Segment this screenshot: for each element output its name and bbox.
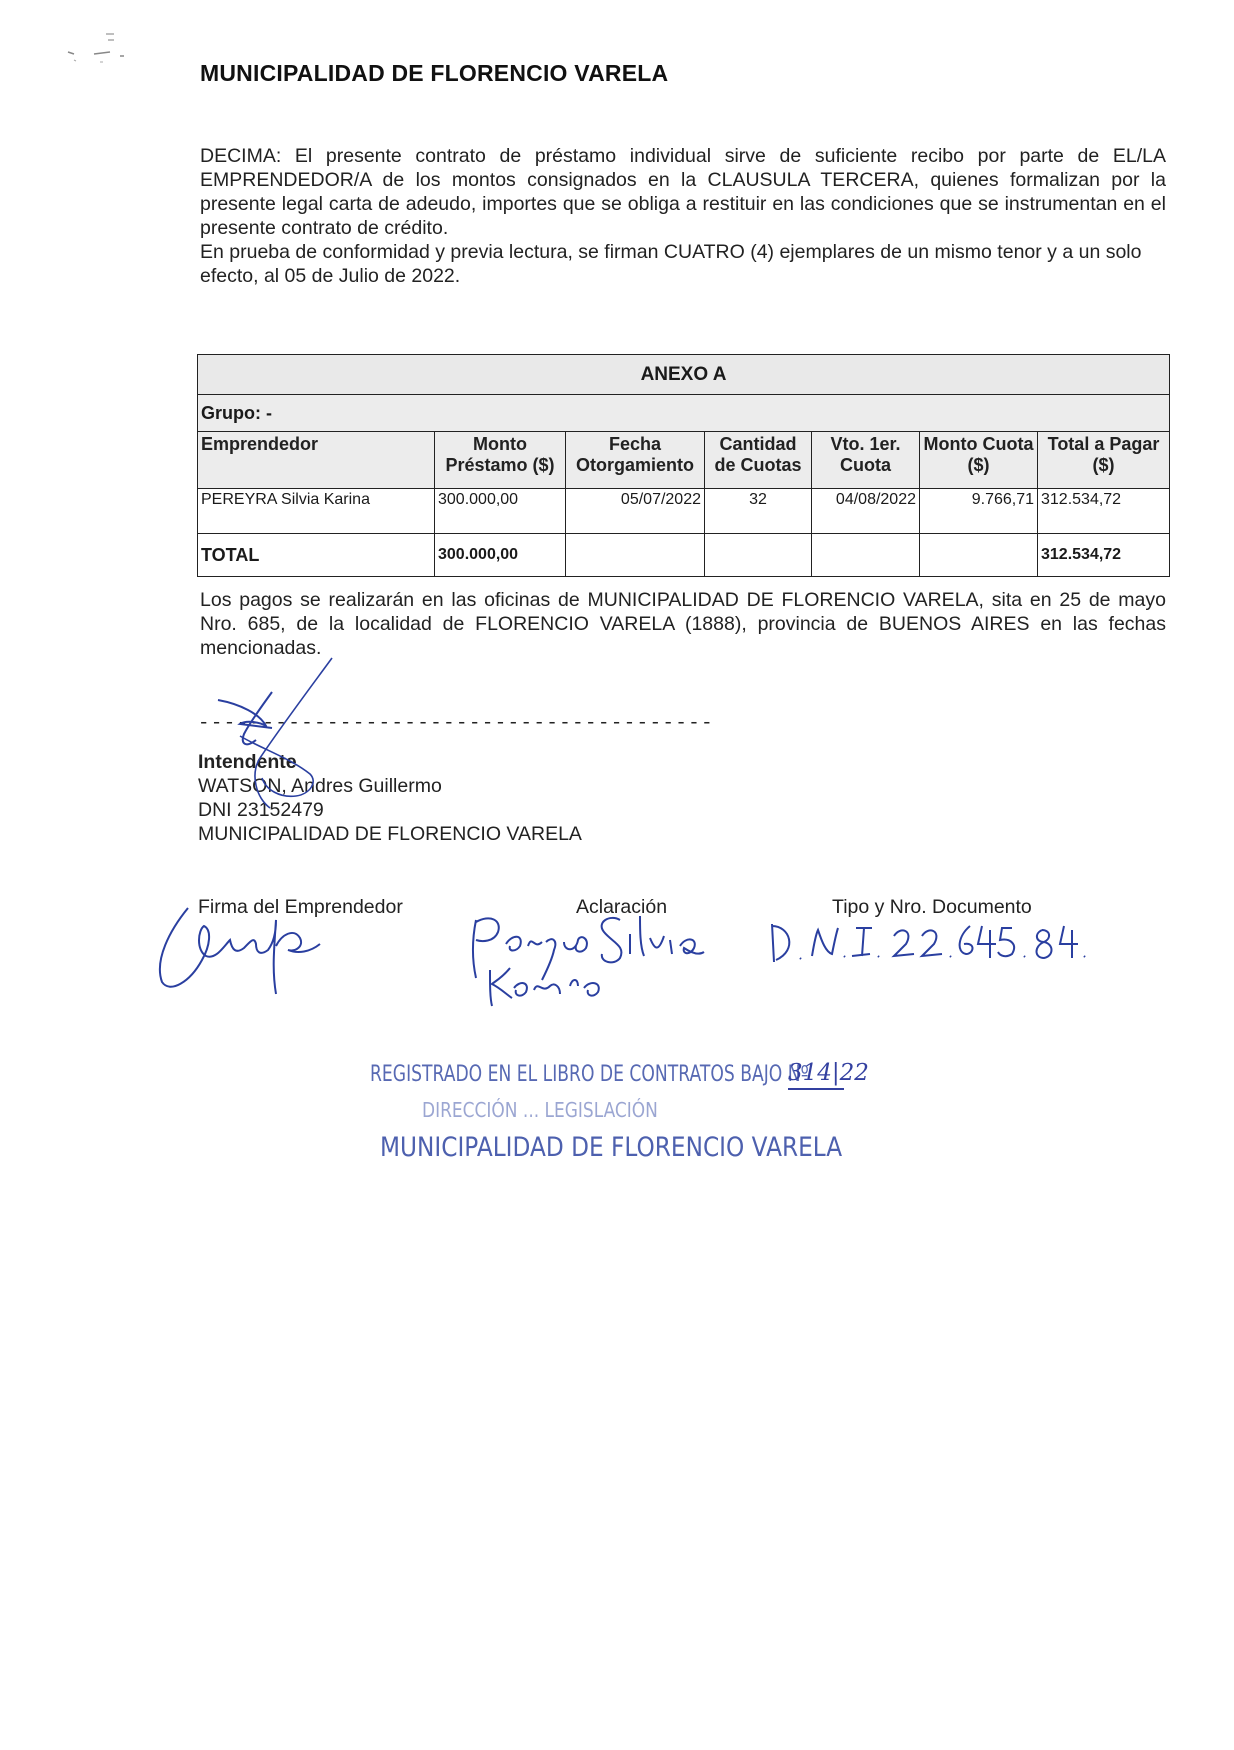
column-header: Monto Cuota ($) <box>920 432 1038 489</box>
annex-a-table <box>197 354 1170 577</box>
column-header: Fecha Otorgamiento <box>566 432 705 489</box>
annex-caption: ANEXO A <box>198 355 1170 395</box>
stamp-direction-line: DIRECCIÓN ... LEGISLACIÓN <box>422 1098 658 1122</box>
cell-monto-prestamo: 300.000,00 <box>435 489 566 534</box>
official-role: Intendente <box>198 751 297 773</box>
registration-stamp <box>360 1052 880 1182</box>
empty-cell <box>812 534 920 577</box>
stamp-contract-number: 314|22 <box>788 1060 869 1086</box>
stamp-municipality-line: MUNICIPALIDAD DE FLORENCIO VARELA <box>380 1132 843 1163</box>
empty-cell <box>705 534 812 577</box>
stamp-registration-line: REGISTRADO EN EL LIBRO DE CONTRATOS BAJO Nº <box>370 1062 809 1087</box>
total-label: TOTAL <box>198 534 435 577</box>
table-header-row <box>198 432 1170 489</box>
column-header: Vto. 1er. Cuota <box>812 432 920 489</box>
stamp-number-underline <box>788 1088 844 1090</box>
group-label: Grupo: - <box>198 395 1170 432</box>
tipo-documento-label: Tipo y Nro. Documento <box>832 896 1032 918</box>
aclaracion-label: Aclaración <box>576 896 668 918</box>
handwritten-signatures <box>150 890 1090 1010</box>
cell-emprendedor: PEREYRA Silvia Karina <box>198 489 435 534</box>
table-row <box>198 489 1170 534</box>
clause-decima <box>200 144 1166 288</box>
cell-vto-primer-cuota: 04/08/2022 <box>812 489 920 534</box>
empty-cell <box>920 534 1038 577</box>
firma-emprendedor-label: Firma del Emprendedor <box>198 896 403 918</box>
scan-artifact-marks <box>64 26 144 86</box>
page-title: MUNICIPALIDAD DE FLORENCIO VARELA <box>200 60 669 86</box>
conformity-paragraph: En prueba de conformidad y previa lectura, se firman CUATRO (4) ejemplares de un mismo tenor y a un solo efecto, al 05 de Julio de 2022. <box>200 241 1142 287</box>
cell-monto-cuota: 9.766,71 <box>920 489 1038 534</box>
column-header: Emprendedor <box>198 432 435 489</box>
payment-paragraph: Los pagos se realizarán en las oficinas de MUNICIPALIDAD DE FLORENCIO VARELA, sita en 25 de mayo Nro. 685, de la localidad de FLORENCIO VARELA (1888), provincia de BUENOS AIRES en las fechas mencionadas. <box>200 589 1166 659</box>
cell-cantidad-cuotas: 32 <box>705 489 812 534</box>
column-header: Cantidad de Cuotas <box>705 432 812 489</box>
total-a-pagar: 312.534,72 <box>1038 534 1170 577</box>
clause-paragraph: DECIMA: El presente contrato de préstamo individual sirve de suficiente recibo por parte de EL/LA EMPRENDEDOR/A de los montos consignados en la CLAUSULA TERCERA, quienes formalizan por la presente legal carta de adeudo, importes que se obliga a restituir en las condiciones que se instrumentan en el presente contrato de crédito. <box>200 145 1166 239</box>
empty-cell <box>566 534 705 577</box>
cell-total-a-pagar: 312.534,72 <box>1038 489 1170 534</box>
official-dni: DNI 23152479 <box>198 799 324 821</box>
signature-line: ---------------------------------------- <box>198 712 715 734</box>
intendente-signature <box>200 648 350 818</box>
total-monto-prestamo: 300.000,00 <box>435 534 566 577</box>
column-header: Total a Pagar ($) <box>1038 432 1170 489</box>
cell-fecha-otorgamiento: 05/07/2022 <box>566 489 705 534</box>
table-total-row <box>198 534 1170 577</box>
column-header: Monto Préstamo ($) <box>435 432 566 489</box>
official-name: WATSON, Andres Guillermo <box>198 775 442 797</box>
official-institution: MUNICIPALIDAD DE FLORENCIO VARELA <box>198 823 582 845</box>
